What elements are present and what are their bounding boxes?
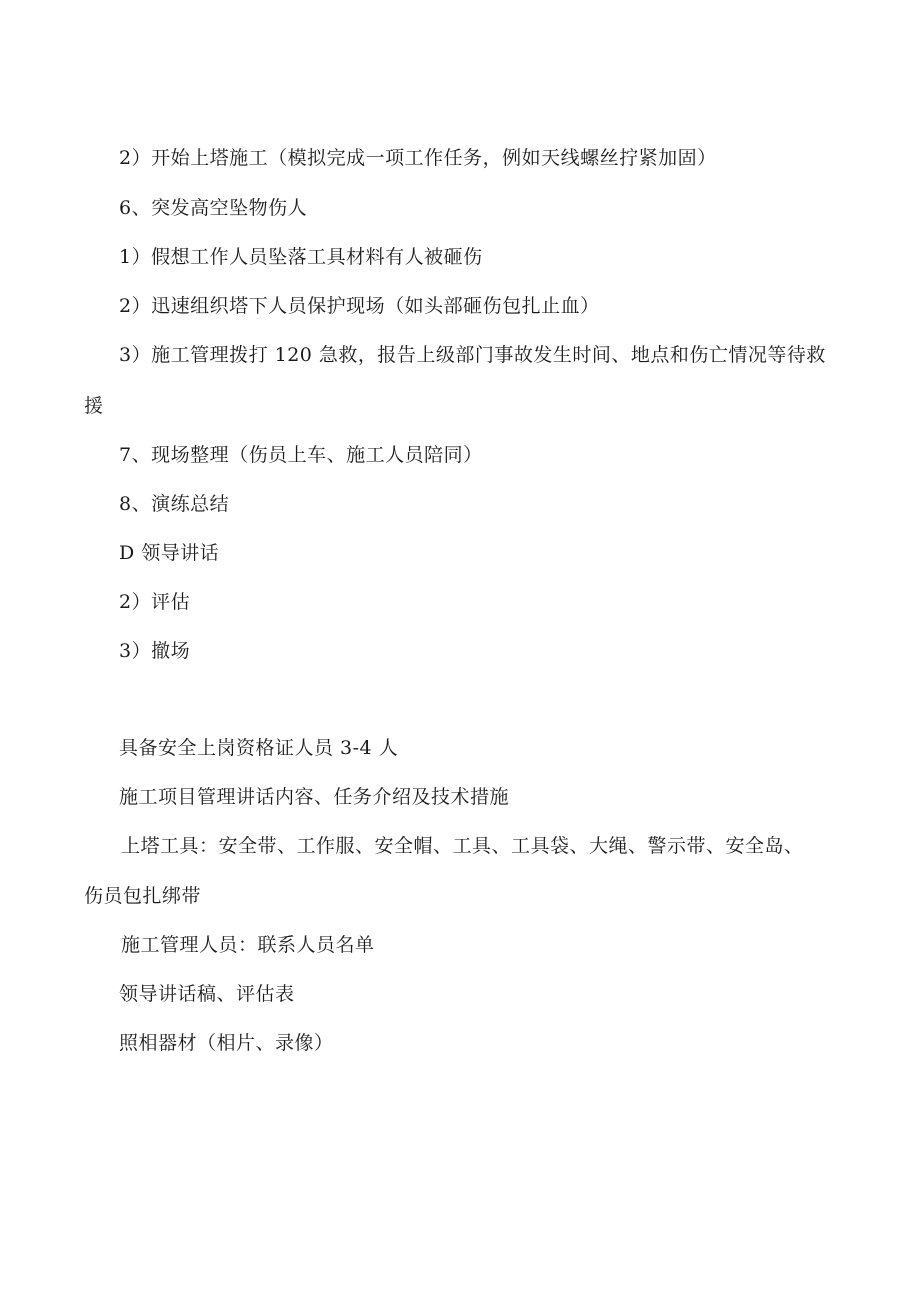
step-assume-injury: 1）假想工作人员坠落工具材料有人被砸伤 (119, 246, 483, 268)
step-protect-scene: 2）迅速组织塔下人员保护现场（如头部砸伤包扎止血） (119, 295, 600, 317)
req-certified-personnel: 具备安全上岗资格证人员 3-4 人 (119, 737, 399, 759)
req-tower-tools-continued: 伤员包扎绑带 (84, 885, 202, 907)
section-drill-summary: 8、演练总结 (119, 493, 230, 515)
req-management-personnel: 施工管理人员：联系人员名单 (121, 934, 375, 956)
step-call-emergency: 3）施工管理拨打 120 急救，报告上级部门事故发生时间、地点和伤亡情况等待救 (119, 344, 826, 366)
req-speech-evaluation-forms: 领导讲话稿、评估表 (119, 983, 295, 1005)
section-falling-object-injury: 6、突发高空坠物伤人 (119, 197, 308, 219)
item-withdraw: 3）撤场 (119, 640, 191, 662)
req-photo-equipment: 照相器材（相片、录像） (119, 1032, 334, 1054)
req-tower-tools: 上塔工具：安全带、工作服、安全帽、工具、工具袋、大绳、警示带、安全岛、 (121, 835, 804, 857)
step-start-tower-work: 2）开始上塔施工（模拟完成一项工作任务，例如天线螺丝拧紧加固） (119, 147, 717, 169)
step-call-emergency-continued: 援 (84, 395, 104, 417)
item-leader-speech: D 领导讲话 (119, 542, 220, 564)
item-evaluation: 2）评估 (119, 591, 191, 613)
section-site-cleanup: 7、现场整理（伤员上车、施工人员陪同） (119, 444, 483, 466)
req-speech-content: 施工项目管理讲话内容、任务介绍及技术措施 (119, 786, 510, 808)
